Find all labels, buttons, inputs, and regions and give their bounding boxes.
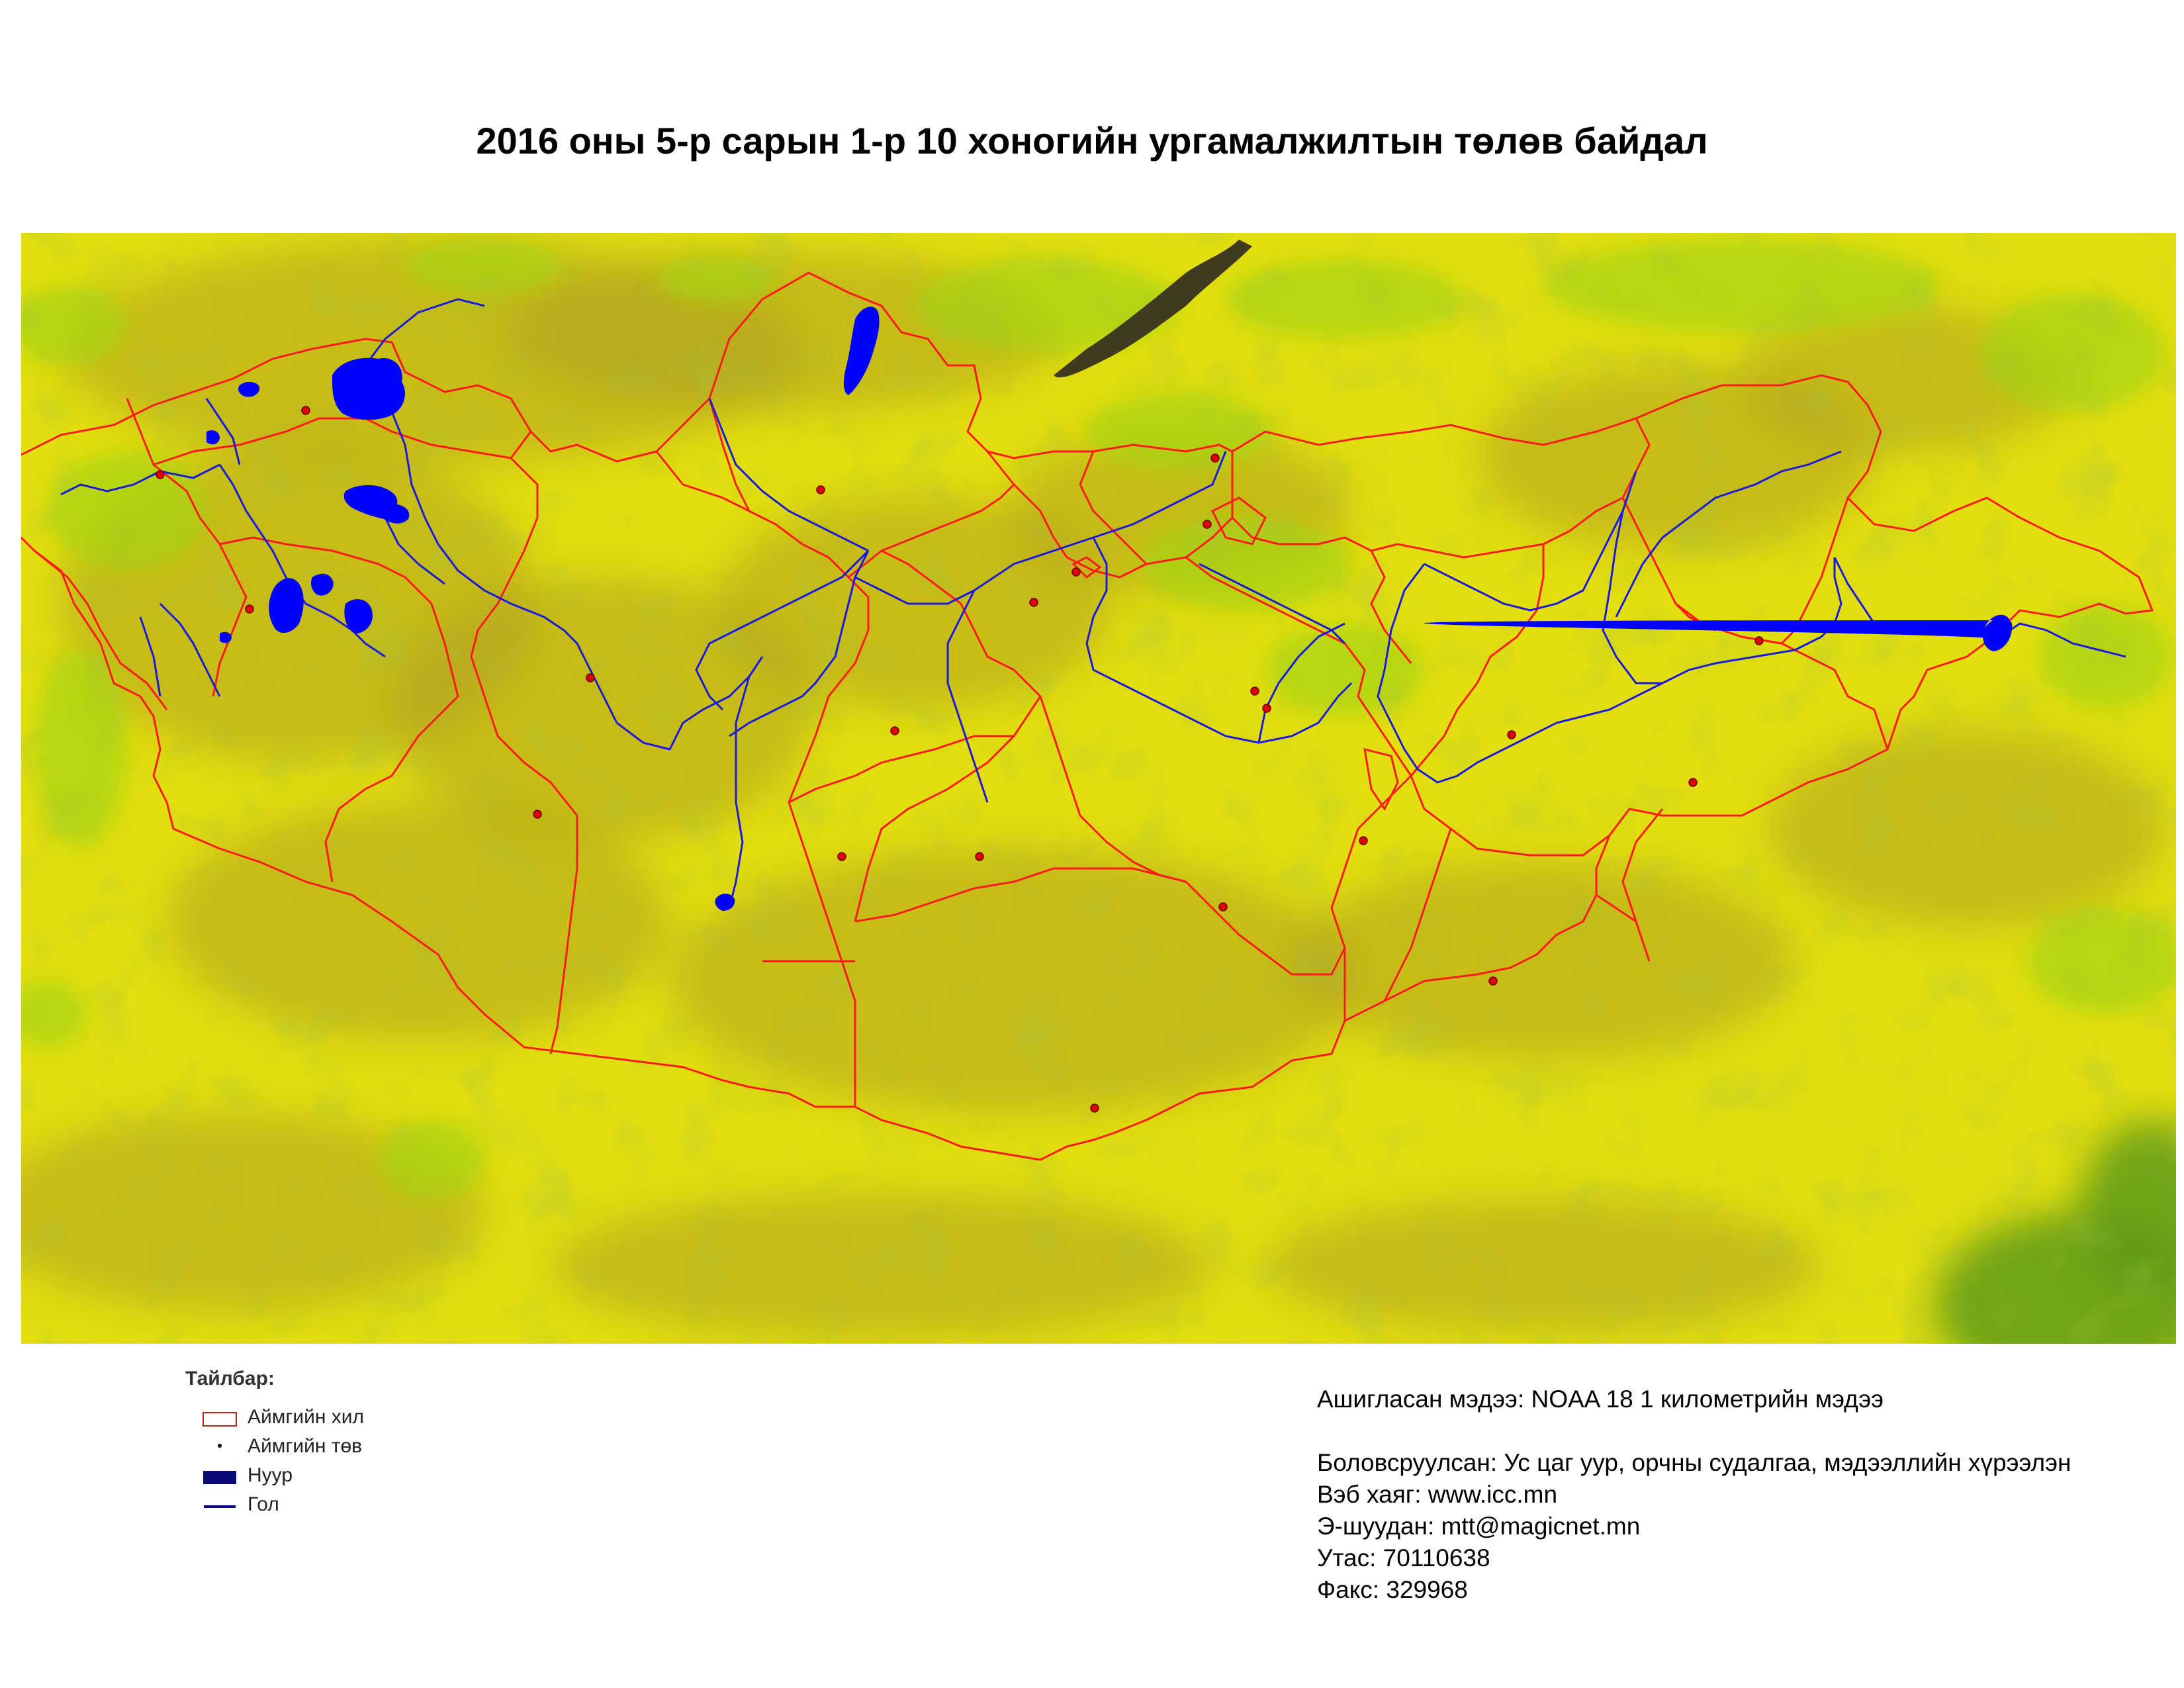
boundary-swatch-icon (203, 1411, 237, 1427)
aimag-center-marker (817, 486, 825, 494)
aimag-center-marker (891, 727, 899, 735)
river-line-icon (203, 1499, 237, 1515)
aimag-center-marker (1263, 704, 1271, 712)
aimag-center-marker (586, 674, 594, 682)
legend-label: Аймгийн төв (248, 1435, 363, 1457)
aimag-center-marker (302, 406, 310, 414)
map-title: 2016 оны 5-р сарын 1-р 10 хоногийн ургамалжилтын төлөв байдал (476, 120, 1708, 162)
center-dot-icon (203, 1440, 237, 1456)
aimag-center-marker (1689, 778, 1697, 786)
legend-label: Нуур (248, 1464, 293, 1486)
legend-title: Тайлбар: (185, 1368, 275, 1389)
aimag-center-marker (1219, 903, 1227, 911)
aimag-center-marker (1508, 731, 1516, 739)
lake-swatch-icon (203, 1470, 237, 1485)
aimag-center-marker (1091, 1104, 1099, 1112)
aimag-center-marker (156, 471, 164, 479)
aimag-center-marker (976, 853, 983, 861)
vegetation-map (21, 233, 2176, 1344)
aimag-center-marker (838, 853, 846, 861)
legend (179, 1368, 496, 1560)
aimag-center-marker (533, 810, 541, 818)
aimag-center-marker (1489, 977, 1497, 985)
credits-block (1317, 1383, 2071, 1606)
fax-text: Факс: 329968 (1317, 1576, 1468, 1603)
aimag-center-marker (1072, 568, 1080, 576)
aimag-center-marker (1203, 520, 1211, 528)
website-text: Вэб хаяг: www.icc.mn (1317, 1481, 1558, 1508)
phone-text: Утас: 70110638 (1317, 1544, 1490, 1571)
aimag-center-marker (1211, 454, 1219, 462)
data-source-text: Ашигласан мэдээ: NOAA 18 1 километрийн мэдээ (1317, 1385, 1884, 1413)
map-canvas (21, 233, 2176, 1344)
credits-spacer (1317, 1415, 2071, 1447)
lake-uvs (332, 358, 405, 420)
legend-label: Аймгийн хил (248, 1406, 365, 1428)
aimag-center-marker (1359, 837, 1367, 845)
aimag-center-marker (246, 605, 253, 613)
email-text: Э-шуудан: mtt@magicnet.mn (1317, 1513, 1641, 1540)
legend-label: Гол (248, 1493, 279, 1515)
aimag-center-marker (1030, 598, 1038, 606)
aimag-center-marker (1251, 687, 1259, 695)
aimag-center-marker (1755, 637, 1763, 645)
processed-by-text: Боловсруулсан: Ус цаг уур, орчны судалгаа, мэдээллийн хүрээлэн (1317, 1449, 2071, 1476)
